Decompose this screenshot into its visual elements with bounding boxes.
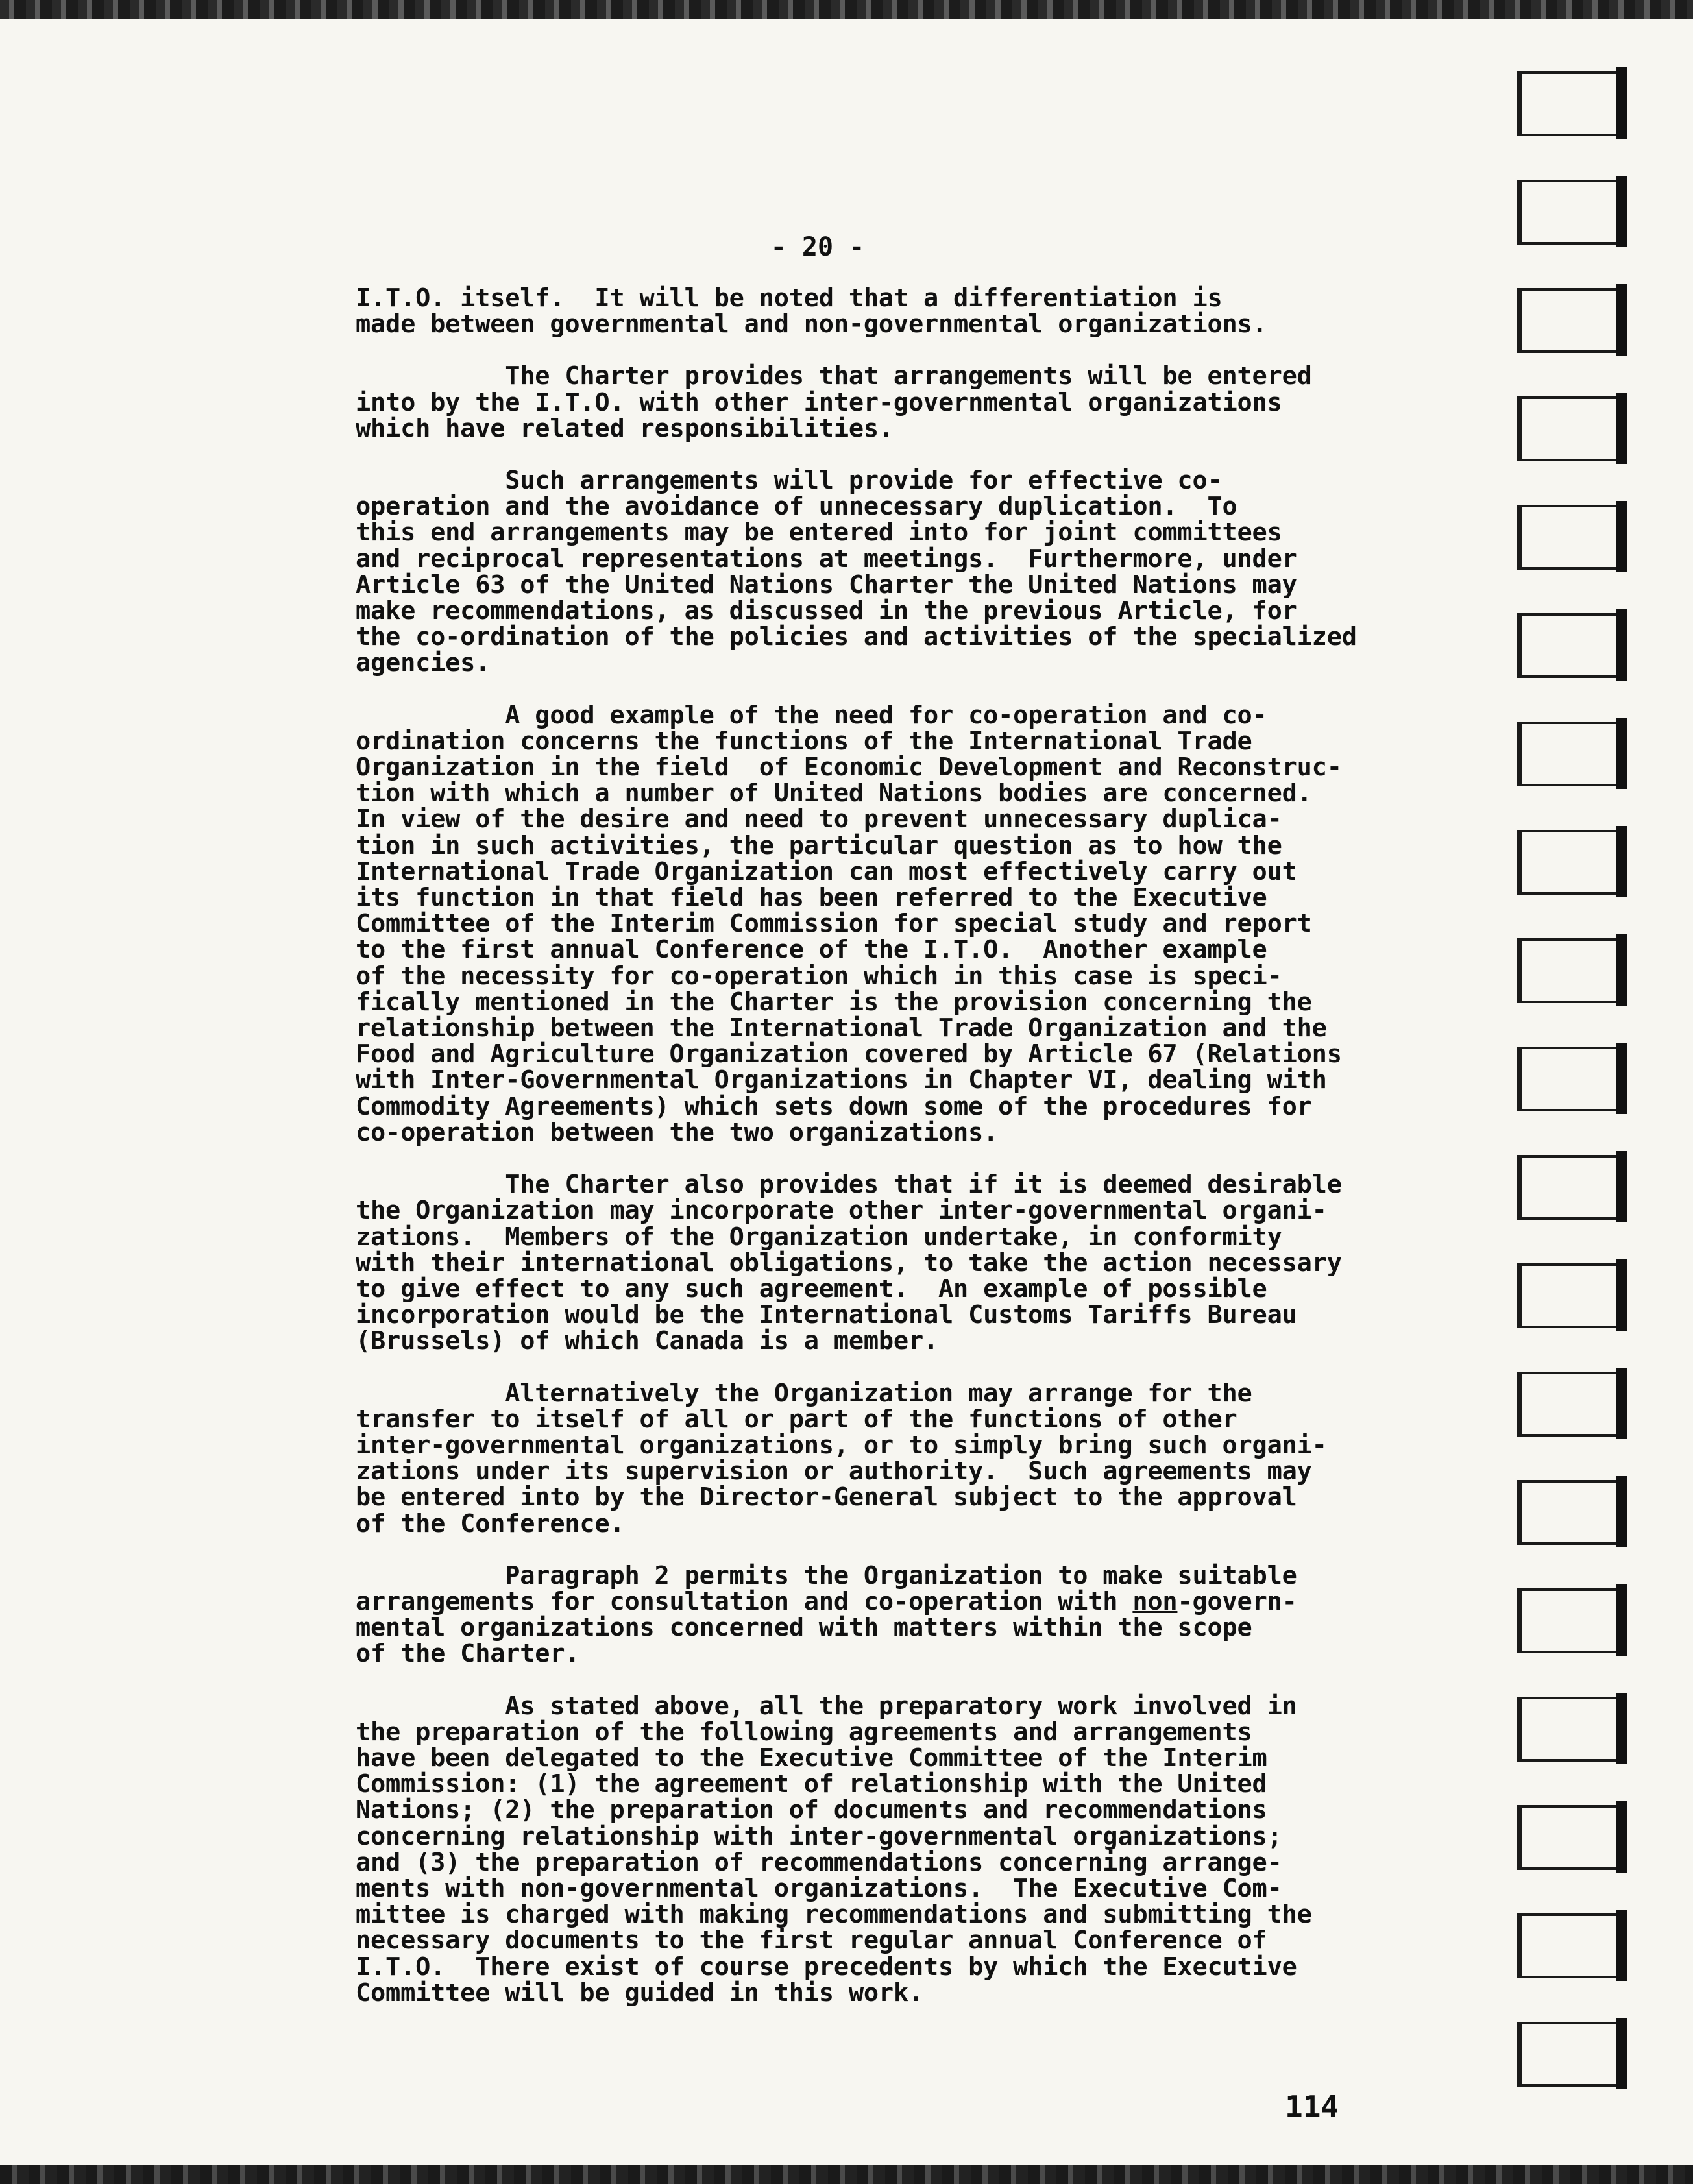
paragraph: [356, 1378, 1459, 1538]
text-line: As stated above, all the preparatory work involved in: [356, 1691, 1297, 1721]
text-line: tion in such activities, the particular question as to how the: [356, 831, 1282, 860]
text-line: zations under its supervision or authority. Such agreements may: [356, 1457, 1312, 1486]
text-line: and reciprocal representations at meetings. Furthermore, under: [356, 544, 1297, 574]
text-line: to give effect to any such agreement. An example of possible: [356, 1274, 1267, 1304]
binder-ring: [1517, 938, 1627, 1003]
text-line: Alternatively the Organization may arrange for the: [356, 1378, 1252, 1408]
binder-rings: [1505, 71, 1648, 2135]
text-line: the preparation of the following agreements and arrangements: [356, 1717, 1252, 1747]
text-line: co-operation between the two organizations.: [356, 1117, 999, 1147]
text-line: Commodity Agreements) which sets down some of the procedures for: [356, 1091, 1312, 1121]
document-body: [356, 285, 1459, 2032]
text-line: Committee of the Interim Commission for special study and report: [356, 909, 1312, 939]
binder-ring: [1517, 1588, 1627, 1653]
binder-ring: [1517, 1263, 1627, 1328]
paragraph: [356, 363, 1459, 442]
paragraph: [356, 468, 1459, 677]
text-line: and (3) the preparation of recommendations concerning arrange-: [356, 1847, 1282, 1877]
text-line: mental organizations concerned with matters within the scope: [356, 1613, 1252, 1643]
text-line: of the Conference.: [356, 1509, 625, 1538]
binder-ring: [1517, 1155, 1627, 1220]
text-line: agencies.: [356, 648, 491, 678]
text-line: this end arrangements may be entered into for joint committees: [356, 518, 1282, 548]
binder-ring: [1517, 71, 1627, 136]
text-line: Food and Agriculture Organization covered by Article 67 (Relations: [356, 1039, 1342, 1069]
text-line: ments with non-governmental organizations. The Executive Com-: [356, 1873, 1282, 1903]
binder-ring: [1517, 613, 1627, 678]
text-line: relationship between the International Trade Organization and the: [356, 1013, 1327, 1043]
text-line: its function in that field has been referred to the Executive: [356, 883, 1267, 913]
text-line: ordination concerns the functions of the International Trade: [356, 726, 1252, 756]
text-line: of the Charter.: [356, 1639, 580, 1669]
text-line: to the first annual Conference of the I.T.O. Another example: [356, 935, 1267, 965]
text-line: the co-ordination of the policies and activities of the specialized: [356, 622, 1357, 652]
scan-edge-bottom: [0, 2165, 1693, 2184]
text-line: of the necessity for co-operation which in this case is speci-: [356, 961, 1282, 991]
text-line: the Organization may incorporate other inter-governmental organi-: [356, 1196, 1327, 1226]
text-line: zations. Members of the Organization undertake, in conformity: [356, 1222, 1282, 1252]
page-header-number: - 20 -: [770, 232, 865, 262]
text-line: transfer to itself of all or part of the functions of other: [356, 1404, 1237, 1434]
scan-edge-top: [0, 0, 1693, 19]
text-line: International Trade Organization can most effectively carry out: [356, 856, 1297, 886]
binder-ring: [1517, 1913, 1627, 1978]
text-line: make recommendations, as discussed in the previous Article, for: [356, 596, 1297, 626]
text-line: have been delegated to the Executive Committee of the Interim: [356, 1743, 1267, 1773]
binder-ring: [1517, 396, 1627, 461]
text-line: I.T.O. itself. It will be noted that a differentiation is: [356, 284, 1223, 313]
text-line: I.T.O. There exist of course precedents by which the Executive: [356, 1952, 1297, 1982]
text-line: Article 63 of the United Nations Charter the United Nations may: [356, 570, 1297, 600]
text-line: mittee is charged with making recommendations and submitting the: [356, 1900, 1312, 1930]
text-line: necessary documents to the first regular annual Conference of: [356, 1926, 1267, 1956]
text-line: Organization in the field of Economic Development and Reconstruc-: [356, 753, 1342, 783]
binder-ring: [1517, 1480, 1627, 1545]
text-line: tion with which a number of United Nations bodies are concerned.: [356, 779, 1312, 808]
text-line: The Charter also provides that if it is deemed desirable: [356, 1170, 1342, 1200]
binder-ring: [1517, 830, 1627, 895]
archive-page-number: 114: [1285, 2089, 1339, 2124]
text-line: Committee will be guided in this work.: [356, 1978, 923, 2008]
text-line: into by the I.T.O. with other inter-governmental organizations: [356, 387, 1282, 417]
paragraph: [356, 285, 1459, 337]
text-line: with Inter-Governmental Organizations in Chapter VI, dealing with: [356, 1065, 1327, 1095]
text-line: incorporation would be the International Customs Tariffs Bureau: [356, 1300, 1297, 1330]
binder-ring: [1517, 1697, 1627, 1762]
text-line: which have related responsibilities.: [356, 413, 894, 443]
text-line: Paragraph 2 permits the Organization to make suitable: [356, 1560, 1297, 1590]
text-line: concerning relationship with inter-governmental organizations;: [356, 1821, 1282, 1851]
binder-ring: [1517, 1047, 1627, 1111]
text-line: inter-governmental organizations, or to simply bring such organi-: [356, 1430, 1327, 1460]
paragraph: [356, 1693, 1459, 2006]
binder-ring: [1517, 722, 1627, 786]
text-line: operation and the avoidance of unnecessary duplication. To: [356, 492, 1237, 522]
binder-ring: [1517, 2022, 1627, 2087]
binder-ring: [1517, 1372, 1627, 1437]
text-line: A good example of the need for co-operation and co-: [356, 700, 1267, 730]
text-line: with their international obligations, to take the action necessary: [356, 1248, 1342, 1278]
text-line: In view of the desire and need to prevent unnecessary duplica-: [356, 805, 1282, 834]
paragraph: [356, 1560, 1459, 1669]
text-line: made between governmental and non-governmental organizations.: [356, 309, 1267, 339]
text-line: be entered into by the Director-General subject to the approval: [356, 1483, 1297, 1512]
text-line: Nations; (2) the preparation of documents and recommendations: [356, 1795, 1267, 1825]
paragraph: [356, 700, 1459, 1147]
binder-ring: [1517, 1805, 1627, 1870]
binder-ring: [1517, 505, 1627, 570]
text-line: Commission: (1) the agreement of relationship with the United: [356, 1769, 1267, 1799]
text-line: The Charter provides that arrangements will be entered: [356, 361, 1312, 391]
text-line: fically mentioned in the Charter is the provision concerning the: [356, 987, 1312, 1017]
text-line: arrangements for consultation and co-operation with non-govern-: [356, 1586, 1297, 1616]
text-line: (Brussels) of which Canada is a member.: [356, 1326, 939, 1356]
paragraph: [356, 1172, 1459, 1354]
binder-ring: [1517, 288, 1627, 353]
text-line: Such arrangements will provide for effective co-: [356, 466, 1223, 496]
binder-ring: [1517, 180, 1627, 245]
